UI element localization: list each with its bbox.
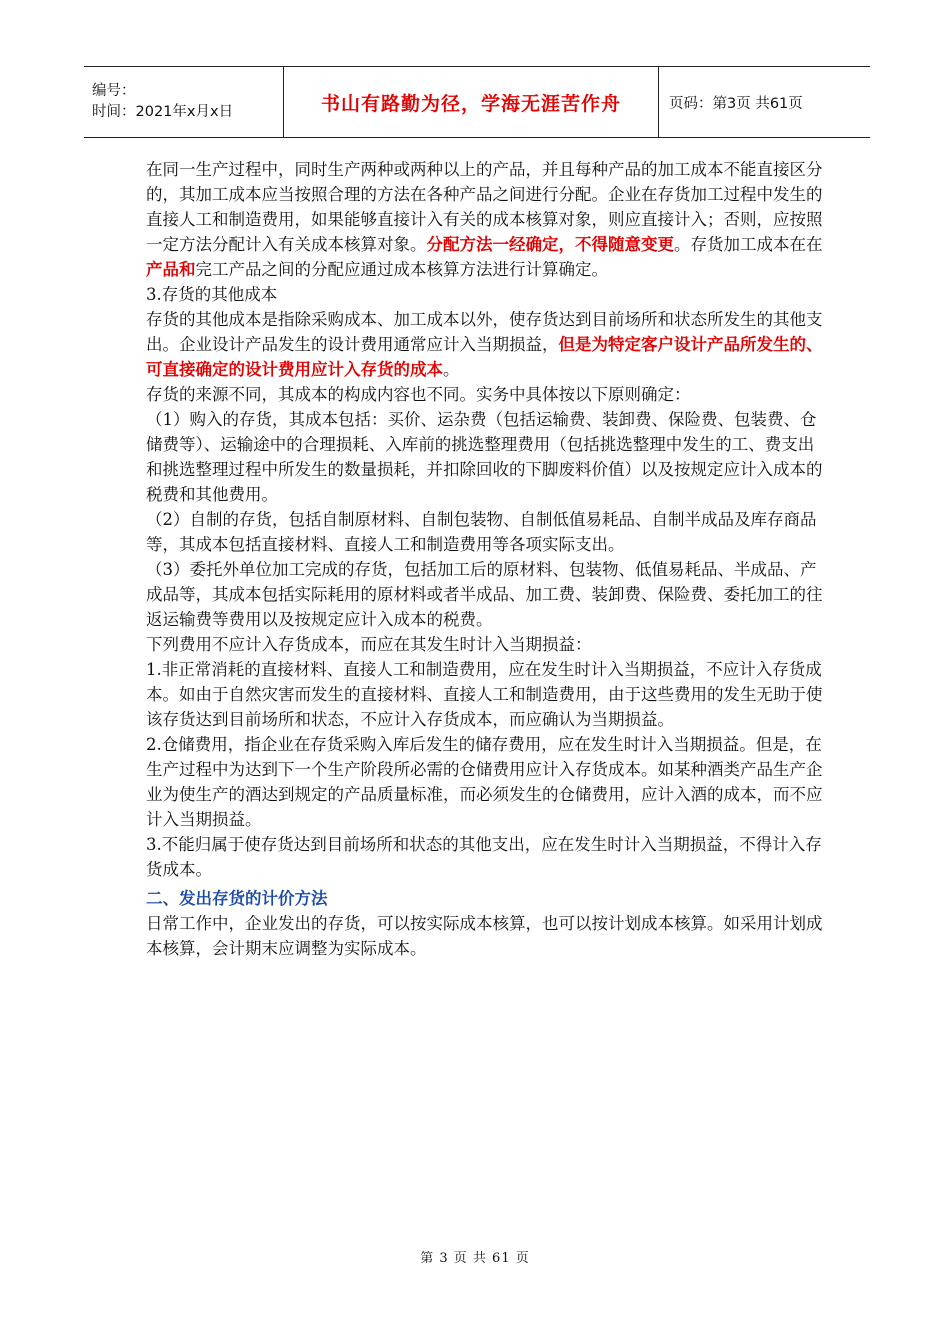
paragraph: 存货的来源不同，其成本的构成内容也不同。实务中具体按以下原则确定： (146, 385, 691, 404)
motto: 书山有路勤为径，学海无涯苦作舟 (320, 92, 621, 115)
page-footer: 第 3 页 共 61 页 (420, 1251, 530, 1266)
page-header (84, 66, 870, 138)
text-run: 存货的其他成本是指除采购成本、加工成本以外，使存货达到目前场所和状态所发生的其他支出。企业设计产品发生的设计费用通常应计入当期损益， (146, 310, 823, 354)
page-info: 页码：第3页 共61页 (669, 95, 803, 112)
text-run: 。 (443, 360, 460, 379)
list-item: 1.非正常消耗的直接材料、直接人工和制造费用，应在发生时计入当期损益，不应计入存货成本。如由于自然灾害而发生的直接材料、直接人工和制造费用，由于这些费用的发生无助于使该存货达到目前场所和状态，不应计入存货成本，而应确认为当期损益。 (146, 660, 823, 729)
list-item: （2）自制的存货，包括自制原材料、自制包装物、自制低值易耗品、自制半成品及库存商品等，其成本包括直接材料、直接人工和制造费用等各项实际支出。 (146, 510, 817, 554)
section-title: 3.存货的其他成本 (146, 285, 278, 304)
emphasis-text: 但是为特定客户设计产品所发生的、可直接确定的设计费用应计入存货的成本 (146, 335, 823, 379)
list-item: 3.不能归属于使存货达到目前场所和状态的其他支出，应在发生时计入当期损益，不得计入存货成本。 (146, 835, 822, 879)
paragraph: 日常工作中，企业发出的存货，可以按实际成本核算，也可以按计划成本核算。如采用计划成本核算，会计期末应调整为实际成本。 (146, 914, 823, 958)
document-body (146, 157, 826, 961)
list-item: （1）购入的存货，其成本包括：买价、运杂费（包括运输费、装卸费、保险费、包装费、仓储费等）、运输途中的合理损耗、入库前的挑选整理费用（包括挑选整理中发生的工、费支出和挑选整理过程中所发生的数量损耗，并扣除回收的下脚废料价值）以及按规定应计入成本的税费和其他费用。 (146, 410, 823, 504)
text-run: 在同一生产过程中，同时生产两种或两种以上的产品，并且每种产品的加工成本不能直接区分的，其加工成本应当按照合理的方法在各种产品之间进行分配。企业在存货加工过程中发生的直接人工和制造费用，如果能够直接计入有关的成本核算对象，则应直接计入；否则，应按照一定方法分配计入有关成本核算对象。 (146, 160, 823, 254)
paragraph (146, 157, 826, 282)
text-run: 。存货加工成本在在 (674, 235, 823, 254)
number-label: 编号： (92, 83, 136, 99)
header-page-cell (659, 67, 870, 137)
list-item: 2.仓储费用，指企业在存货采购入库后发生的储存费用，应在发生时计入当期损益。但是，在生产过程中为达到下一个生产阶段所必需的仓储费用应计入存货成本。如某种酒类产品生产企业为使生产的酒达到规定的产品质量标准，而必须发生的仓储费用，应计入酒的成本，而不应计入当期损益。 (146, 735, 823, 829)
text-run: 完工产品之间的分配应通过成本核算方法进行计算确定。 (195, 260, 608, 279)
list-item: （3）委托外单位加工完成的存货，包括加工后的原材料、包装物、低值易耗品、半成品、产成品等，其成本包括实际耗用的原材料或者半成品、加工费、装卸费、保险费、委托加工的往返运输费等费用以及按规定应计入成本的税费。 (146, 560, 823, 629)
emphasis-text: 产品和 (146, 260, 196, 279)
emphasis-text: 分配方法一经确定，不得随意变更 (426, 235, 674, 254)
date-label: 时间：2021年x月x日 (92, 104, 234, 120)
section-heading: 二、发出存货的计价方法 (146, 889, 328, 908)
header-motto-cell (284, 67, 659, 137)
header-left-cell (84, 67, 284, 137)
paragraph: 下列费用不应计入存货成本，而应在其发生时计入当期损益： (146, 635, 592, 654)
paragraph (146, 307, 826, 382)
